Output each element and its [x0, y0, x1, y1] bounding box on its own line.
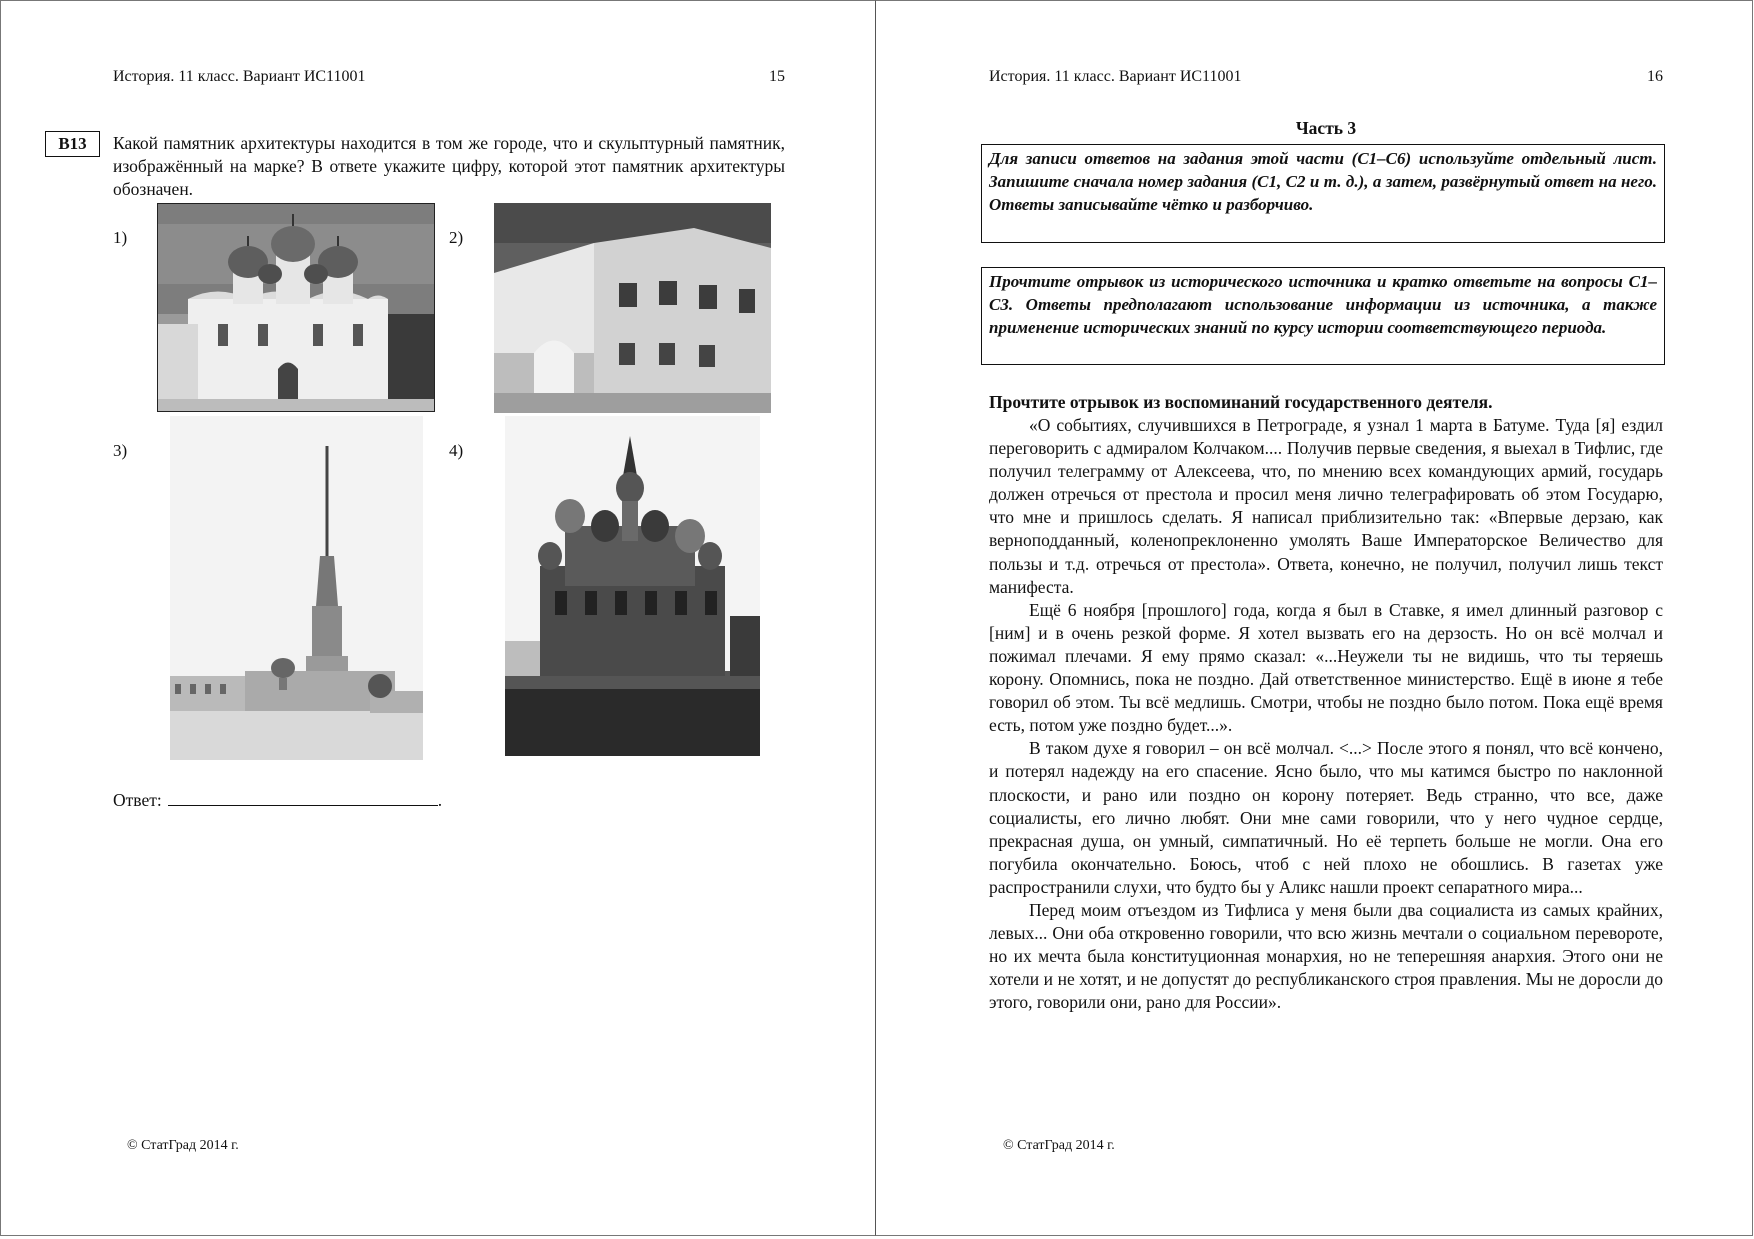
spire-cathedral-image [170, 416, 423, 760]
task-label: В13 [45, 131, 100, 157]
option-3-photo [170, 416, 423, 760]
header-title: История. 11 класс. Вариант ИС11001 [989, 68, 1242, 85]
page-number: 15 [769, 68, 785, 85]
right-page [877, 0, 1753, 1236]
answer-line[interactable] [168, 789, 438, 806]
task-question: Какой памятник архитектуры находится в том же городе, что и скульптурный памятник, изображённый на марке? В ответе укажите цифру, которой этот памятник архитектуры обозначен. [113, 133, 785, 199]
source-paragraph: В таком духе я говорил – он всё молчал. <...> После этого я понял, что всё кончено, и потерял надежду на его спасение. Ясно было, что мы катимся быстро по наклонной плоскости, и рано или поздно он корону потеряет. Ведь странно, что все, даже социалисты, его лично любят. Они мне сами говорили, что у него чудное сердце, прекрасная душа, он умный, симпатичный. Но её терпеть больше не могли. Она его погубила окончательно. Боюсь, чтоб с ней плохо не обошлись. В газетах уже распространили слухи, что будто бы у Аликс нашли проект сепаратного мира... [989, 738, 1663, 897]
source-paragraph: Перед моим отъездом из Тифлиса у меня были два социалиста из самых крайних, левых... Они оба откровенно говорили, что всю жизнь мечтали о социальном перевороте, но их мечта была конституционная монархия, но не теперешняя анархия. Этого они не хотели и не хотят, и не допустят до республиканского строя правления. Мы не доросли до этого, говорили они, рано для России». [989, 899, 1663, 1013]
source-heading: Прочтите отрывок из воспоминаний государственного деятеля. [989, 392, 1493, 412]
option-1-label: 1) [113, 228, 128, 247]
answer-end: . [437, 790, 443, 810]
option-4-photo [505, 416, 760, 756]
instruction-box-source: Прочтите отрывок из исторического источника и кратко ответьте на вопросы С1–С3. Ответы предполагают использование информации из источника, а также применение исторических знаний по курсу истории соответствующего периода. [981, 267, 1665, 365]
cathedral-image [158, 204, 435, 412]
left-page [0, 0, 876, 1236]
option-1-photo [157, 203, 435, 412]
option-2-label: 2) [449, 228, 464, 247]
answer-field [113, 789, 442, 811]
option-3-label: 3) [113, 441, 128, 460]
page-number: 16 [1647, 68, 1663, 85]
source-paragraph: «О событиях, случившихся в Петрограде, я узнал 1 марта в Батуме. Туда [я] ездил переговорить с адмиралом Колчаком.... Получив первые сведения, я выехал в Тифлис, где получил телеграмму от Алексеева, что, по мнению всех командующих армий, государь должен отречься от престола и просил меня лично телеграфировать об этом Государю, что мне и пришлось сделать. Я написал приблизительно так: «Впервые дерзаю, как верноподданный, коленопреклоненно умолять Ваше Императорское Величество для пользы и т.д. отречься от престола». Ответа, конечно, не получил, получил лишь текст манифеста. [989, 415, 1663, 597]
source-text [989, 414, 1663, 1014]
part-title: Часть 3 [1295, 118, 1357, 138]
onion-dome-church-image [505, 416, 760, 756]
option-2-photo [494, 203, 771, 413]
chambers-image [494, 203, 771, 413]
source-paragraph: Ещё 6 ноября [прошлого] года, когда я был в Ставке, я имел длинный разговор с [ним] и в очень резкой форме. Я хотел вызвать его на дерзость. Но он всё молчал и пожимал плечами. Я ему прямо сказал: «...Неужели ты не видишь, что ты теряешь корону. Опомнись, пока не поздно. Дай ответственное министерство. Ещё в июне я тебе говорил об этом. Ты всё медлишь. Смотри, чтобы не поздно было потом. Пока ещё время есть, потом уже поздно будет...». [989, 599, 1663, 736]
instruction-box-answers: Для записи ответов на задания этой части (С1–С6) используйте отдельный лист. Запишите сначала номер задания (С1, С2 и т. д.), а затем, развёрнутый ответ на него. Ответы записывайте чётко и разборчиво. [981, 144, 1665, 243]
page-footer: © СтатГрад 2014 г. [127, 1138, 239, 1153]
answer-label: Ответ: [113, 790, 162, 810]
option-4-label: 4) [449, 441, 464, 460]
page-footer: © СтатГрад 2014 г. [1003, 1138, 1115, 1153]
header-title: История. 11 класс. Вариант ИС11001 [113, 68, 366, 85]
